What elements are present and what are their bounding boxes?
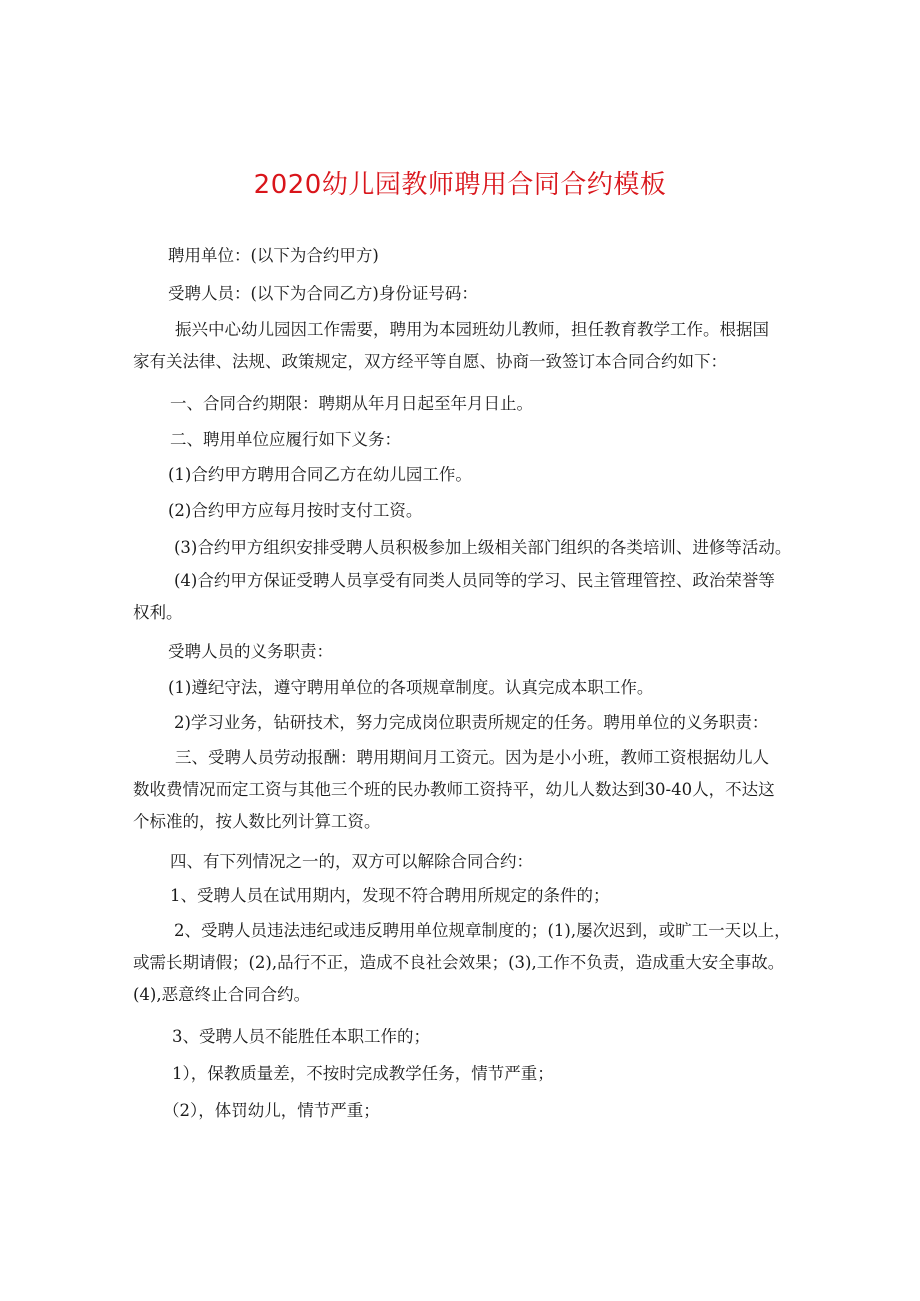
paragraph-employer [0, 240, 920, 272]
paragraph-line: （2），体罚幼儿，情节严重； [163, 1101, 380, 1120]
paragraph-line: (1)合约甲方聘用合同乙方在幼儿园工作。 [168, 465, 472, 484]
paragraph-salary [0, 742, 920, 838]
paragraph-line: 3、受聘人员不能胜任本职工作的； [172, 1027, 430, 1046]
paragraph-line: 数收费情况而定工资与其他三个班的民办教师工资持平，幼儿人数达到30-40人，不达这 [133, 780, 775, 799]
paragraph-line: (4),恶意终止合同合约。 [133, 985, 311, 1004]
paragraph-subitem-2 [0, 1095, 920, 1127]
paragraph-termination [0, 846, 920, 878]
paragraph-termination-2 [0, 915, 920, 1011]
paragraph-line: (1)遵纪守法，遵守聘用单位的各项规章制度。认真完成本职工作。 [168, 678, 654, 697]
paragraph-employee-duty-1 [0, 672, 920, 704]
paragraph-line: 三、受聘人员劳动报酬：聘用期间月工资元。因为是小小班，教师工资根据幼儿人 [175, 748, 769, 767]
paragraph-line: 聘用单位：(以下为合约甲方) [168, 246, 379, 265]
paragraph-line: 受聘人员的义务职责： [168, 642, 333, 661]
paragraph-termination-1 [0, 880, 920, 912]
paragraph-line: 受聘人员：(以下为合同乙方)身份证号码： [168, 284, 478, 303]
paragraph-line: 家有关法律、法规、政策规定，双方经平等自愿、协商一致签订本合同合约如下： [133, 352, 727, 371]
paragraph-term [0, 388, 920, 420]
paragraph-employer-duties [0, 424, 920, 456]
paragraph-employee [0, 278, 920, 310]
paragraph-line: 四、有下列情况之一的，双方可以解除合同合约： [170, 852, 533, 871]
paragraph-duty-3 [0, 532, 920, 564]
paragraph-line: 二、聘用单位应履行如下义务： [170, 430, 401, 449]
paragraph-termination-3 [0, 1021, 920, 1053]
paragraph-line: (4)合约甲方保证受聘人员享受有同类人员同等的学习、民主管理管控、政治荣誉等 [174, 571, 775, 590]
document-title: 2020幼儿园教师聘用合同合约模板 [253, 170, 667, 200]
paragraph-line: 或需长期请假；(2),品行不正，造成不良社会效果；(3),工作不负责，造成重大安全事故。 [133, 953, 785, 972]
paragraph-duty-1 [0, 459, 920, 491]
paragraph-line: 振兴中心幼儿园因工作需要，聘用为本园班幼儿教师，担任教育教学工作。根据国 [175, 320, 769, 339]
paragraph-subitem-1 [0, 1058, 920, 1090]
paragraph-line: 1、受聘人员在试用期内，发现不符合聘用所规定的条件的； [170, 886, 610, 905]
paragraph-duty-2 [0, 495, 920, 527]
paragraph-employee-duties [0, 636, 920, 668]
paragraph-duty-4 [0, 565, 920, 629]
paragraph-line: 2)学习业务，钻研技术，努力完成岗位职责所规定的任务。聘用单位的义务职责： [174, 713, 769, 732]
paragraph-employee-duty-2 [0, 707, 920, 739]
paragraph-line: 2、受聘人员违法违纪或违反聘用单位规章制度的；(1),屡次迟到，或旷工一天以上， [174, 921, 791, 940]
paragraph-line: 1），保教质量差，不按时完成教学任务，情节严重； [172, 1064, 554, 1083]
paragraph-line: (2)合约甲方应每月按时支付工资。 [168, 501, 423, 520]
paragraph-intro [0, 314, 920, 378]
paragraph-line: 权利。 [133, 603, 183, 622]
paragraph-line: (3)合约甲方组织安排受聘人员积极参加上级相关部门组织的各类培训、进修等活动。 [174, 538, 792, 557]
paragraph-line: 一、合同合约期限：聘期从年月日起至年月日止。 [170, 394, 533, 413]
paragraph-line: 个标准的，按人数比列计算工资。 [133, 812, 381, 831]
